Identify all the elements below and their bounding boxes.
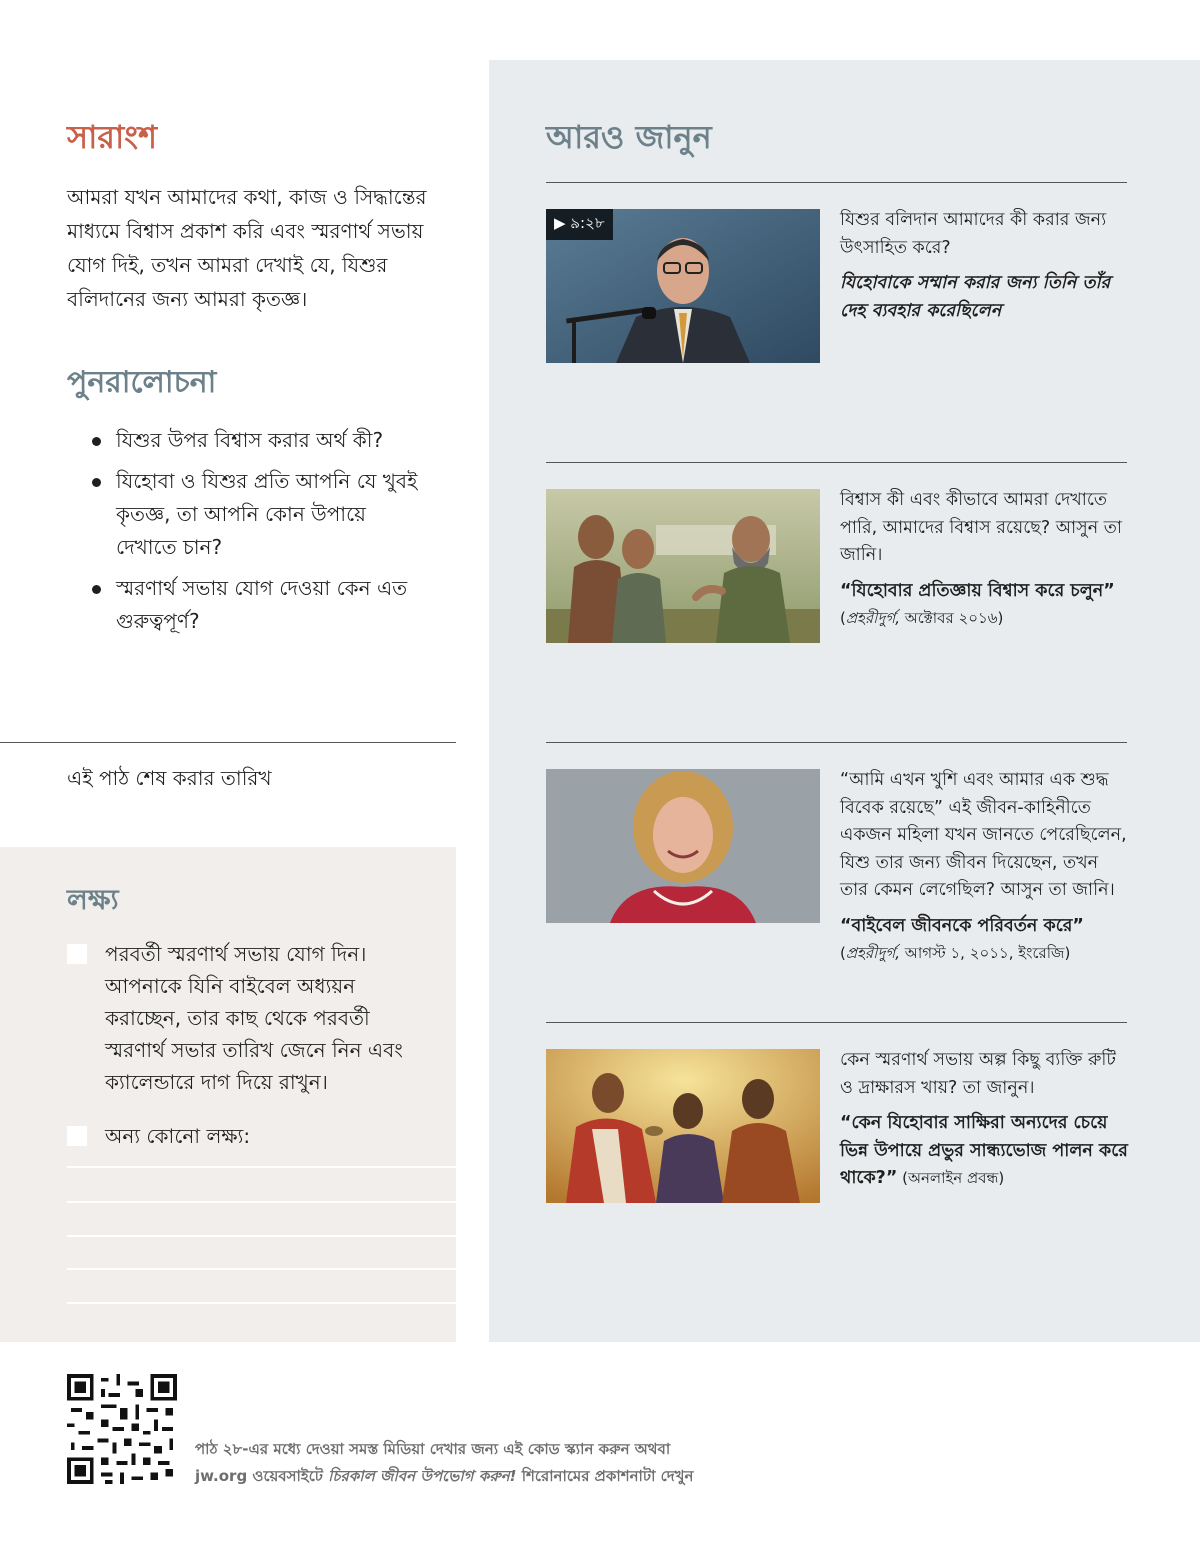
article-thumbnail[interactable] bbox=[546, 489, 820, 643]
article-title-link[interactable]: “কেন যিহোবার সাক্ষিরা অন্যদের চেয়ে ভিন্ন উপায়ে প্রভুর সান্ধ্যভোজ পালন করে থাকে?” bbox=[840, 1113, 1128, 1188]
learn-more-item[interactable]: যিশুর বলিদান আমাদের কী করার জন্য উৎসাহিত করে? যিহোবাকে সম্মান করার জন্য তিনি তাঁর দেহ ব্যবহার করেছিলেন bbox=[840, 207, 1130, 325]
learn-more-item[interactable]: কেন স্মরণার্থ সভায় অল্প কিছু ব্যক্তি রুটি ও দ্রাক্ষারস খায়? তা জানুন। “কেন যিহোবার সাক্ষিরা অন্যদের চেয়ে ভিন্ন উপায়ে প্রভুর সান্ধ্যভোজ পালন করে থাকে?” (অনলাইন প্রবন্ধ) bbox=[840, 1050, 1128, 1188]
qr-code[interactable] bbox=[67, 1374, 177, 1484]
qr-code-icon bbox=[67, 1374, 177, 1484]
article-title-link[interactable]: “যিহোবার প্রতিজ্ঞায় বিশ্বাস করে চলুন” bbox=[840, 580, 1115, 601]
video-thumbnail[interactable] bbox=[546, 209, 820, 363]
checkbox[interactable] bbox=[67, 944, 87, 964]
review-question: যিহোবা ও যিশুর প্রতি আপনি যে খুবই কৃতজ্ঞ, তা আপনি কোন উপায়ে দেখাতে চান? bbox=[92, 465, 432, 564]
divider bbox=[546, 742, 1127, 743]
goal-item[interactable]: পরবর্তী স্মরণার্থ সভায় যোগ দিন। আপনাকে যিনি বাইবেল অধ্যয়ন করাচ্ছেন, তার কাছ থেকে পরবর্তী স্মরণার্থ সভার তারিখ জেনে নিন এবং ক্যালেন্ডারে দাগ দিয়ে রাখুন। bbox=[67, 938, 427, 1098]
goal-item[interactable]: অন্য কোনো লক্ষ্য: bbox=[67, 1120, 427, 1152]
footer-instructions: পাঠ ২৮-এর মধ্যে দেওয়া সমস্ত মিডিয়া দেখার জন্য এই কোড স্ক্যান করুন অথবা jw.org ওয়েবসাইটে চিরকাল জীবন উপভোগ করুন! শিরোনামের প্রকাশনাটা দেখুন bbox=[195, 1440, 694, 1485]
divider bbox=[546, 462, 1127, 463]
video-title-link[interactable]: যিহোবাকে সম্মান করার জন্য তিনি তাঁর দেহ ব্যবহার করেছিলেন bbox=[840, 273, 1111, 321]
checkbox[interactable] bbox=[67, 1126, 87, 1146]
review-questions bbox=[92, 424, 432, 646]
article-title-link[interactable]: “বাইবেল জীবনকে পরিবর্তন করে” bbox=[840, 915, 1084, 936]
divider bbox=[546, 182, 1127, 183]
write-line[interactable] bbox=[67, 1302, 456, 1304]
bullet-icon bbox=[92, 585, 101, 594]
review-question: যিশুর উপর বিশ্বাস করার অর্থ কী? bbox=[92, 424, 432, 457]
article-thumbnail[interactable] bbox=[546, 1049, 820, 1203]
write-line[interactable] bbox=[67, 1268, 456, 1270]
bullet-icon bbox=[92, 478, 101, 487]
learn-more-heading: আরও জানুন bbox=[546, 118, 712, 156]
write-line[interactable] bbox=[67, 1166, 456, 1168]
divider bbox=[546, 1022, 1127, 1023]
noah-family-image bbox=[546, 489, 820, 643]
divider bbox=[0, 742, 456, 743]
summary-heading: সারাংশ bbox=[67, 118, 158, 156]
review-question: স্মরণার্থ সভায় যোগ দেওয়া কেন এত গুরুত্বপূর্ণ? bbox=[92, 572, 432, 638]
summary-text: আমরা যখন আমাদের কথা, কাজ ও সিদ্ধান্তের মাধ্যমে বিশ্বাস প্রকাশ করি এবং স্মরণার্থ সভায় যোগ দিই, তখন আমরা দেখাই যে, যিশুর বলিদানের জন্য আমরা কৃতজ্ঞ। bbox=[67, 185, 427, 311]
completion-date-label: এই পাঠ শেষ করার তারিখ bbox=[67, 766, 272, 790]
bullet-icon bbox=[92, 437, 101, 446]
learn-more-item[interactable]: বিশ্বাস কী এবং কীভাবে আমরা দেখাতে পারি, আমাদের বিশ্বাস রয়েছে? আসুন তা জানি। “যিহোবার প্রতিজ্ঞায় বিশ্বাস করে চলুন” (প্রহরীদুর্গ, অক্টোবর ২০১৬) bbox=[840, 490, 1122, 627]
video-duration: ▶ ৯:২৮ bbox=[546, 209, 613, 240]
write-line[interactable] bbox=[67, 1201, 456, 1203]
write-line[interactable] bbox=[67, 1235, 456, 1237]
goal-heading: লক্ষ্য bbox=[67, 883, 119, 916]
review-heading: পুনরালোচনা bbox=[67, 365, 217, 400]
learn-more-item[interactable]: “আমি এখন খুশি এবং আমার এক শুদ্ধ বিবেক রয়েছে” এই জীবন-কাহিনীতে একজন মহিলা যখন জানতে পেরেছিলেন, যিশু তার জন্য জীবন দিয়েছেন, তখন তার কেমন লেগেছিল? আসুন তা জানি। “বাইবেল জীবনকে পরিবর্তন করে” (প্রহরীদুর্গ, আগস্ট ১, ২০১১, ইংরেজি) bbox=[840, 770, 1127, 962]
woman-portrait-image bbox=[546, 769, 820, 923]
video-thumbnail[interactable] bbox=[546, 769, 820, 923]
last-supper-image bbox=[546, 1049, 820, 1203]
